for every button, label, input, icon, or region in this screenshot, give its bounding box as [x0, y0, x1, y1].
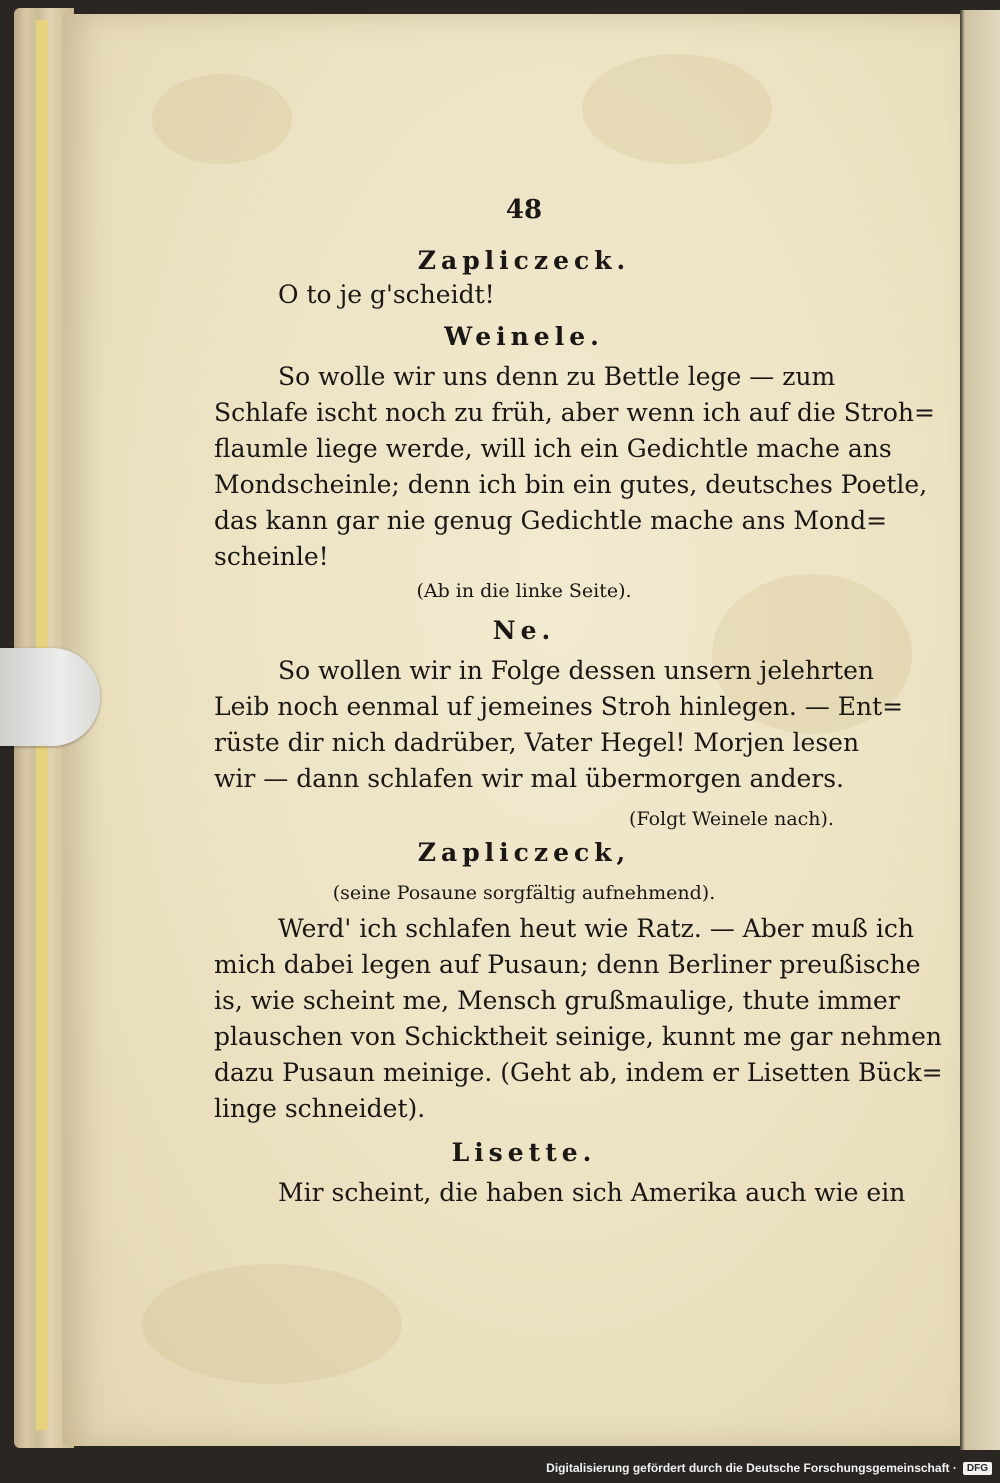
paper-stain: [152, 74, 292, 164]
text-line: is, wie scheint me, Mensch grußmaulige, thute immer: [214, 986, 900, 1015]
text-line: Schlafe ischt noch zu früh, aber wenn ich auf die Stroh=: [214, 398, 935, 427]
stage-direction: (Ab in die linke Seite).: [416, 580, 632, 602]
facing-page-edge: [960, 10, 1000, 1450]
stage-direction: (Folgt Weinele nach).: [629, 808, 834, 830]
speaker-heading: Lisette.: [451, 1138, 597, 1167]
stage-direction: (seine Posaune sorgfältig aufnehmend).: [332, 882, 716, 904]
text-line: So wolle wir uns denn zu Bettle lege — zum: [278, 362, 836, 391]
text-line: Leib noch eenmal uf jemeines Stroh hinlegen. — Ent=: [214, 692, 904, 721]
text-line: plauschen von Schicktheit seinige, kunnt me gar nehmen: [214, 1022, 943, 1051]
paper-stain: [582, 54, 772, 164]
footer-text: Digitalisierung gefördert durch die Deutsche Forschungsgemeinschaft ·: [546, 1461, 957, 1475]
speaker-heading: Weinele.: [444, 322, 604, 351]
paper-stain: [142, 1264, 402, 1384]
text-line: Werd' ich schlafen heut wie Ratz. — Aber muß ich: [278, 914, 914, 943]
digitization-footer: [546, 1461, 992, 1475]
text-line: Mondscheinle; denn ich bin ein gutes, deutsches Poetle,: [214, 470, 928, 499]
page-clip: [0, 648, 100, 746]
speaker-heading: Zapliczeck,: [417, 838, 631, 867]
text-line: flaumle liege werde, will ich ein Gedichtle mache ans: [214, 434, 892, 463]
text-line: das kann gar nie genug Gedichtle mache ans Mond=: [214, 506, 888, 535]
text-line: Mir scheint, die haben sich Amerika auch wie ein: [278, 1178, 906, 1207]
text-line: dazu Pusaun meinige. (Geht ab, indem er Lisetten Bück=: [214, 1058, 943, 1087]
text-line: linge schneidet).: [214, 1094, 426, 1123]
text-line: mich dabei legen auf Pusaun; denn Berliner preußische: [214, 950, 921, 979]
text-line: So wollen wir in Folge dessen unsern jelehrten: [278, 656, 874, 685]
dfg-logo: DFG: [963, 1462, 992, 1475]
page-number: 48: [505, 195, 543, 225]
text-line: rüste dir nich dadrüber, Vater Hegel! Morjen lesen: [214, 728, 860, 757]
speaker-heading: Ne.: [492, 616, 556, 645]
text-line: scheinle!: [214, 542, 329, 571]
text-line: O to je g'scheidt!: [278, 280, 495, 309]
speaker-heading: Zapliczeck.: [417, 246, 631, 275]
text-line: wir — dann schlafen wir mal übermorgen anders.: [214, 764, 845, 793]
